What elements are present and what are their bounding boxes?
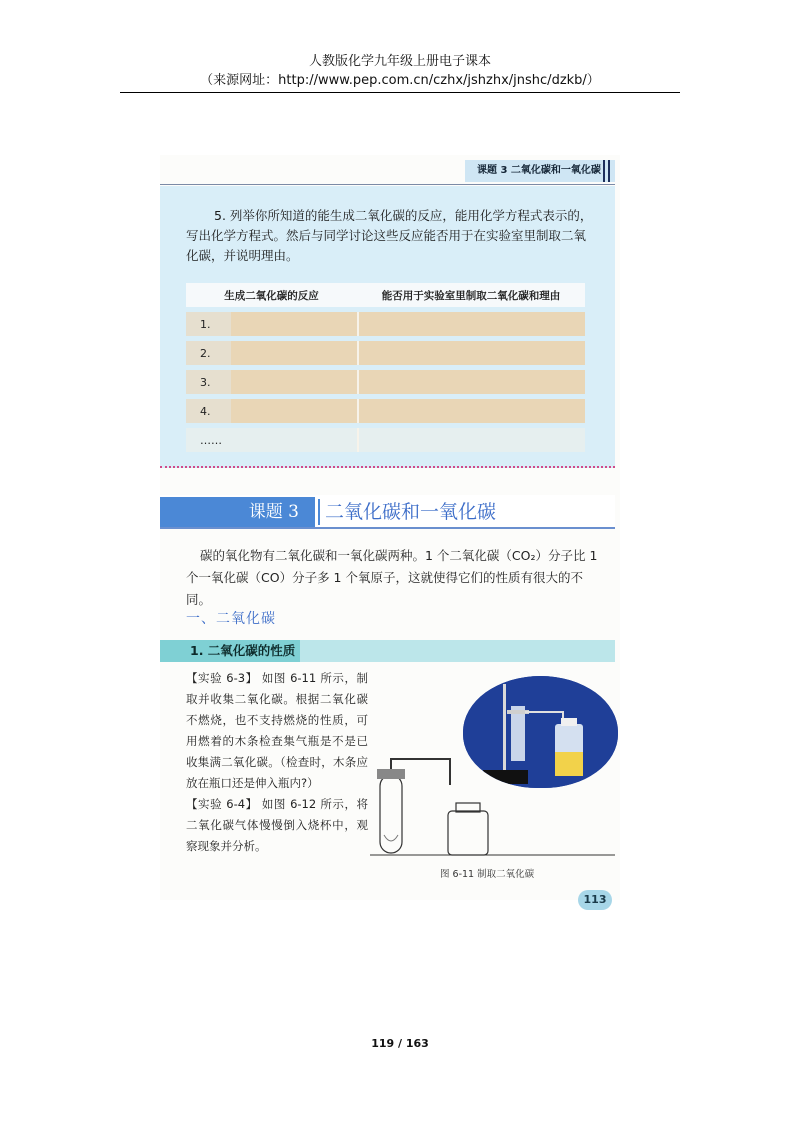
- reaction-cell: [231, 341, 357, 365]
- experiment-text: [186, 668, 368, 857]
- reason-cell: [357, 370, 585, 394]
- apparatus-diagram: [370, 755, 615, 865]
- table-header-reaction: 生成二氧化碳的反应: [186, 283, 357, 307]
- section-divider: [160, 466, 615, 468]
- table-row: [186, 399, 585, 423]
- experiment-6-3: 【实验 6-3】 如图 6-11 所示，制取并收集二氧化碳。根据二氧化碳不燃烧，也不支持燃烧的性质，可用燃着的木条检查集气瓶是不是已收集满二氧化碳。（检查时，木条应放在瓶口还是伸入瓶内?）: [186, 671, 368, 790]
- table-header-row: [186, 283, 585, 307]
- reaction-cell: [231, 312, 357, 336]
- top-rule: [160, 184, 615, 185]
- header-rule: [120, 92, 680, 93]
- reaction-cell: [231, 370, 357, 394]
- reason-cell: [357, 399, 585, 423]
- document-header: [0, 52, 800, 90]
- running-head-bars: [603, 160, 613, 182]
- chapter-title-label: [160, 497, 315, 527]
- table-row: [186, 341, 585, 365]
- row-number: 1.: [186, 312, 231, 336]
- figure-caption: 图 6-11 制取二氧化碳: [440, 869, 535, 880]
- table-row: [186, 370, 585, 394]
- book-page-number: 113: [578, 890, 612, 910]
- table-row: [186, 428, 585, 452]
- exercise-table: [186, 278, 585, 457]
- document-page-counter: 119 / 163: [371, 1037, 429, 1050]
- row-number: 4.: [186, 399, 231, 423]
- table-row: [186, 312, 585, 336]
- experiment-6-4: 【实验 6-4】 如图 6-12 所示，将二氧化碳气体慢慢倒入烧杯中，观察现象并分析。: [186, 797, 368, 853]
- chapter-title: 二氧化碳和一氧化碳: [325, 501, 497, 523]
- reason-cell: [357, 428, 585, 452]
- subsection-title: 1. 二氧化碳的性质: [190, 643, 296, 658]
- exercise-question: 5. 列举你所知道的能生成二氧化碳的反应，能用化学方程式表示的，写出化学方程式。然后与同学讨论这些反应能否用于在实验室里制取二氧化碳，并说明理由。: [186, 208, 593, 263]
- chapter-number: 课题 3: [248, 502, 299, 522]
- row-number: ……: [186, 428, 231, 452]
- table-header-reason: 能否用于实验室里制取二氧化碳和理由: [357, 283, 585, 307]
- document-source-url: （来源网址：http://www.pep.com.cn/czhx/jshzhx/jnshc/dzkb/）: [200, 73, 600, 88]
- reaction-cell: [231, 399, 357, 423]
- row-number: 2.: [186, 341, 231, 365]
- title-accent-bar: [318, 499, 320, 525]
- document-title: 人教版化学九年级上册电子课本: [308, 54, 491, 69]
- running-head: 课题 3 二氧化碳和一氧化碳: [465, 160, 615, 182]
- row-number: 3.: [186, 370, 231, 394]
- section-heading: 一、二氧化碳: [186, 611, 276, 627]
- reaction-cell: [231, 428, 357, 452]
- intro-paragraph: 碳的氧化物有二氧化碳和一氧化碳两种。1 个二氧化碳（CO₂）分子比 1 个一氧化碳（CO）分子多 1 个氧原子，这就使得它们的性质有很大的不同。: [186, 548, 598, 607]
- reason-cell: [357, 341, 585, 365]
- reason-cell: [357, 312, 585, 336]
